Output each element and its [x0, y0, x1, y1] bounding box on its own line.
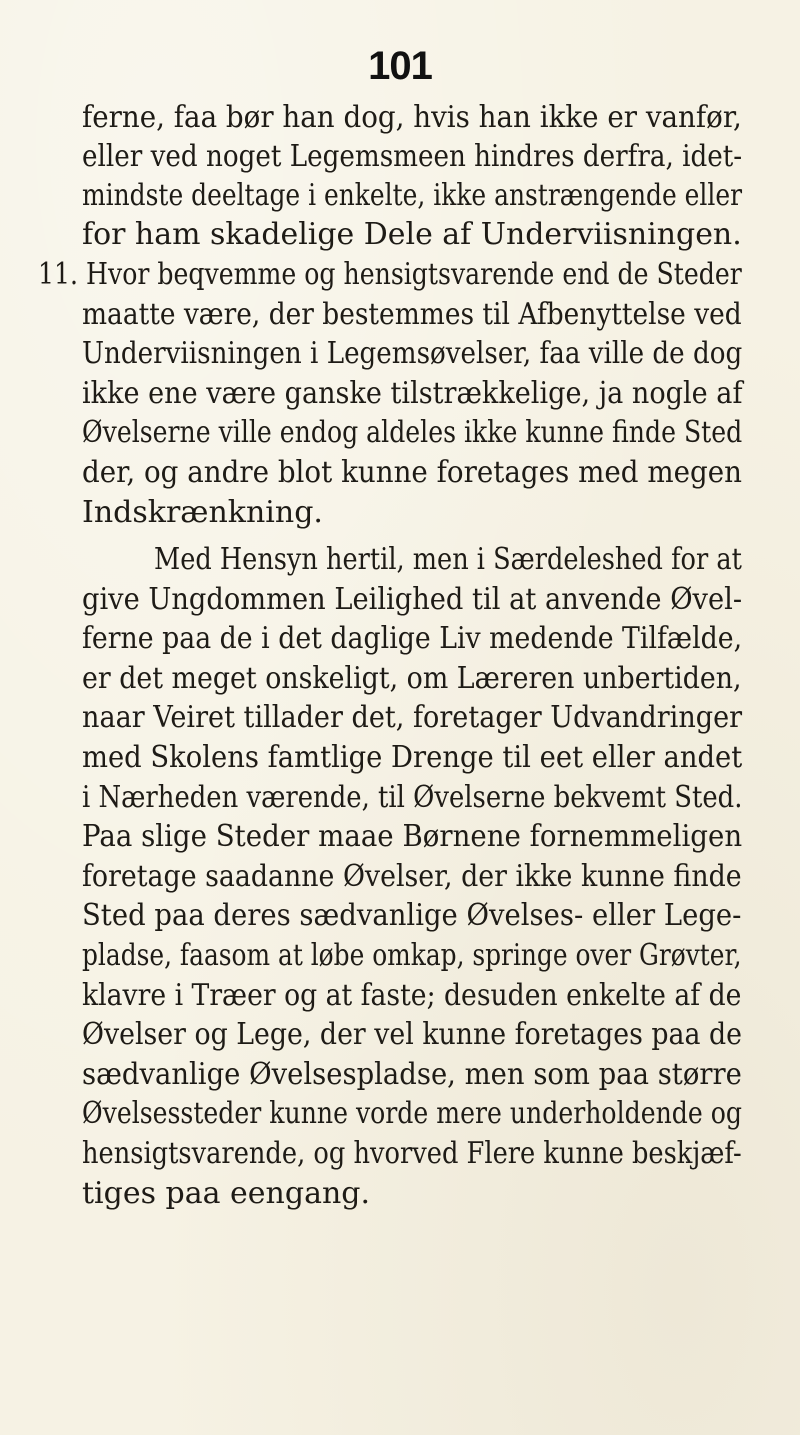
text-line: for ham skadelige Dele af Underviisningen. [82, 217, 742, 252]
text-line: Øvelser og Lege, der vel kunne foretages paa de [82, 1017, 743, 1053]
text-line: er det meget onskeligt, om Læreren unbertiden, [82, 660, 742, 696]
text-line: der, og andre blot kunne foretages med megen [82, 455, 743, 490]
text-line: i Nærheden værende, til Øvelserne bekvemt Sted. [82, 779, 743, 815]
text-line: Paa slige Steder maae Børnene fornemmeligen [82, 819, 743, 855]
text-line: ikke ene være ganske tilstrækkelige, ja nogle af [82, 375, 743, 411]
text-line: Indskrænkning. [82, 494, 323, 530]
text-line: sædvanlige Øvelsespladse, men som paa større [82, 1056, 742, 1092]
text-line: foretage saadanne Øvelser, der ikke kunne finde [82, 858, 742, 894]
text-line: naar Veiret tillader det, foretager Udvandringer [82, 700, 743, 736]
text-line: give Ungdommen Leilighed til at anvende Øvel- [82, 581, 743, 617]
text-line: med Skolens famtlige Drenge til eet eller andet [82, 740, 743, 775]
text-line: ferne paa de i det daglige Liv medende Tilfælde, [82, 621, 743, 657]
text-line: Øvelsessteder kunne vorde mere underholdende og [82, 1096, 742, 1132]
text-line: tiges paa eengang. [82, 1175, 371, 1211]
text-line: Øvelserne ville endog aldeles ikke kunne finde Sted [82, 415, 743, 451]
page-number: 101 [368, 44, 432, 88]
text-line: maatte være, der bestemmes til Afbenyttelse ved [82, 296, 742, 332]
text-line: Underviisningen i Legemsøvelser, faa ville de dog [82, 336, 743, 372]
text-line: eller ved noget Legemsmeen hindres derfra, idet- [82, 139, 743, 174]
text-line: 11. Hvor beqvemme og hensigtsvarende end de Steder [38, 257, 742, 292]
text-line: hensigtsvarende, og hvorved Flere kunne beskjæf- [82, 1136, 742, 1171]
text-line: pladse, faasom at løbe omkap, springe over Grøvter, [82, 938, 742, 973]
text-line: klavre i Træer og at faste; desuden enkelte af de [82, 977, 742, 1013]
text-line: Med Hensyn hertil, men i Særdeleshed for at [154, 542, 742, 577]
text-line: ferne, faa bør han dog, hvis han ikke er vanfør, [82, 100, 742, 135]
text-line: mindste deeltage i enkelte, ikke anstrængende eller [82, 178, 743, 213]
text-line: Sted paa deres sædvanlige Øvelses- eller Lege- [82, 898, 742, 934]
